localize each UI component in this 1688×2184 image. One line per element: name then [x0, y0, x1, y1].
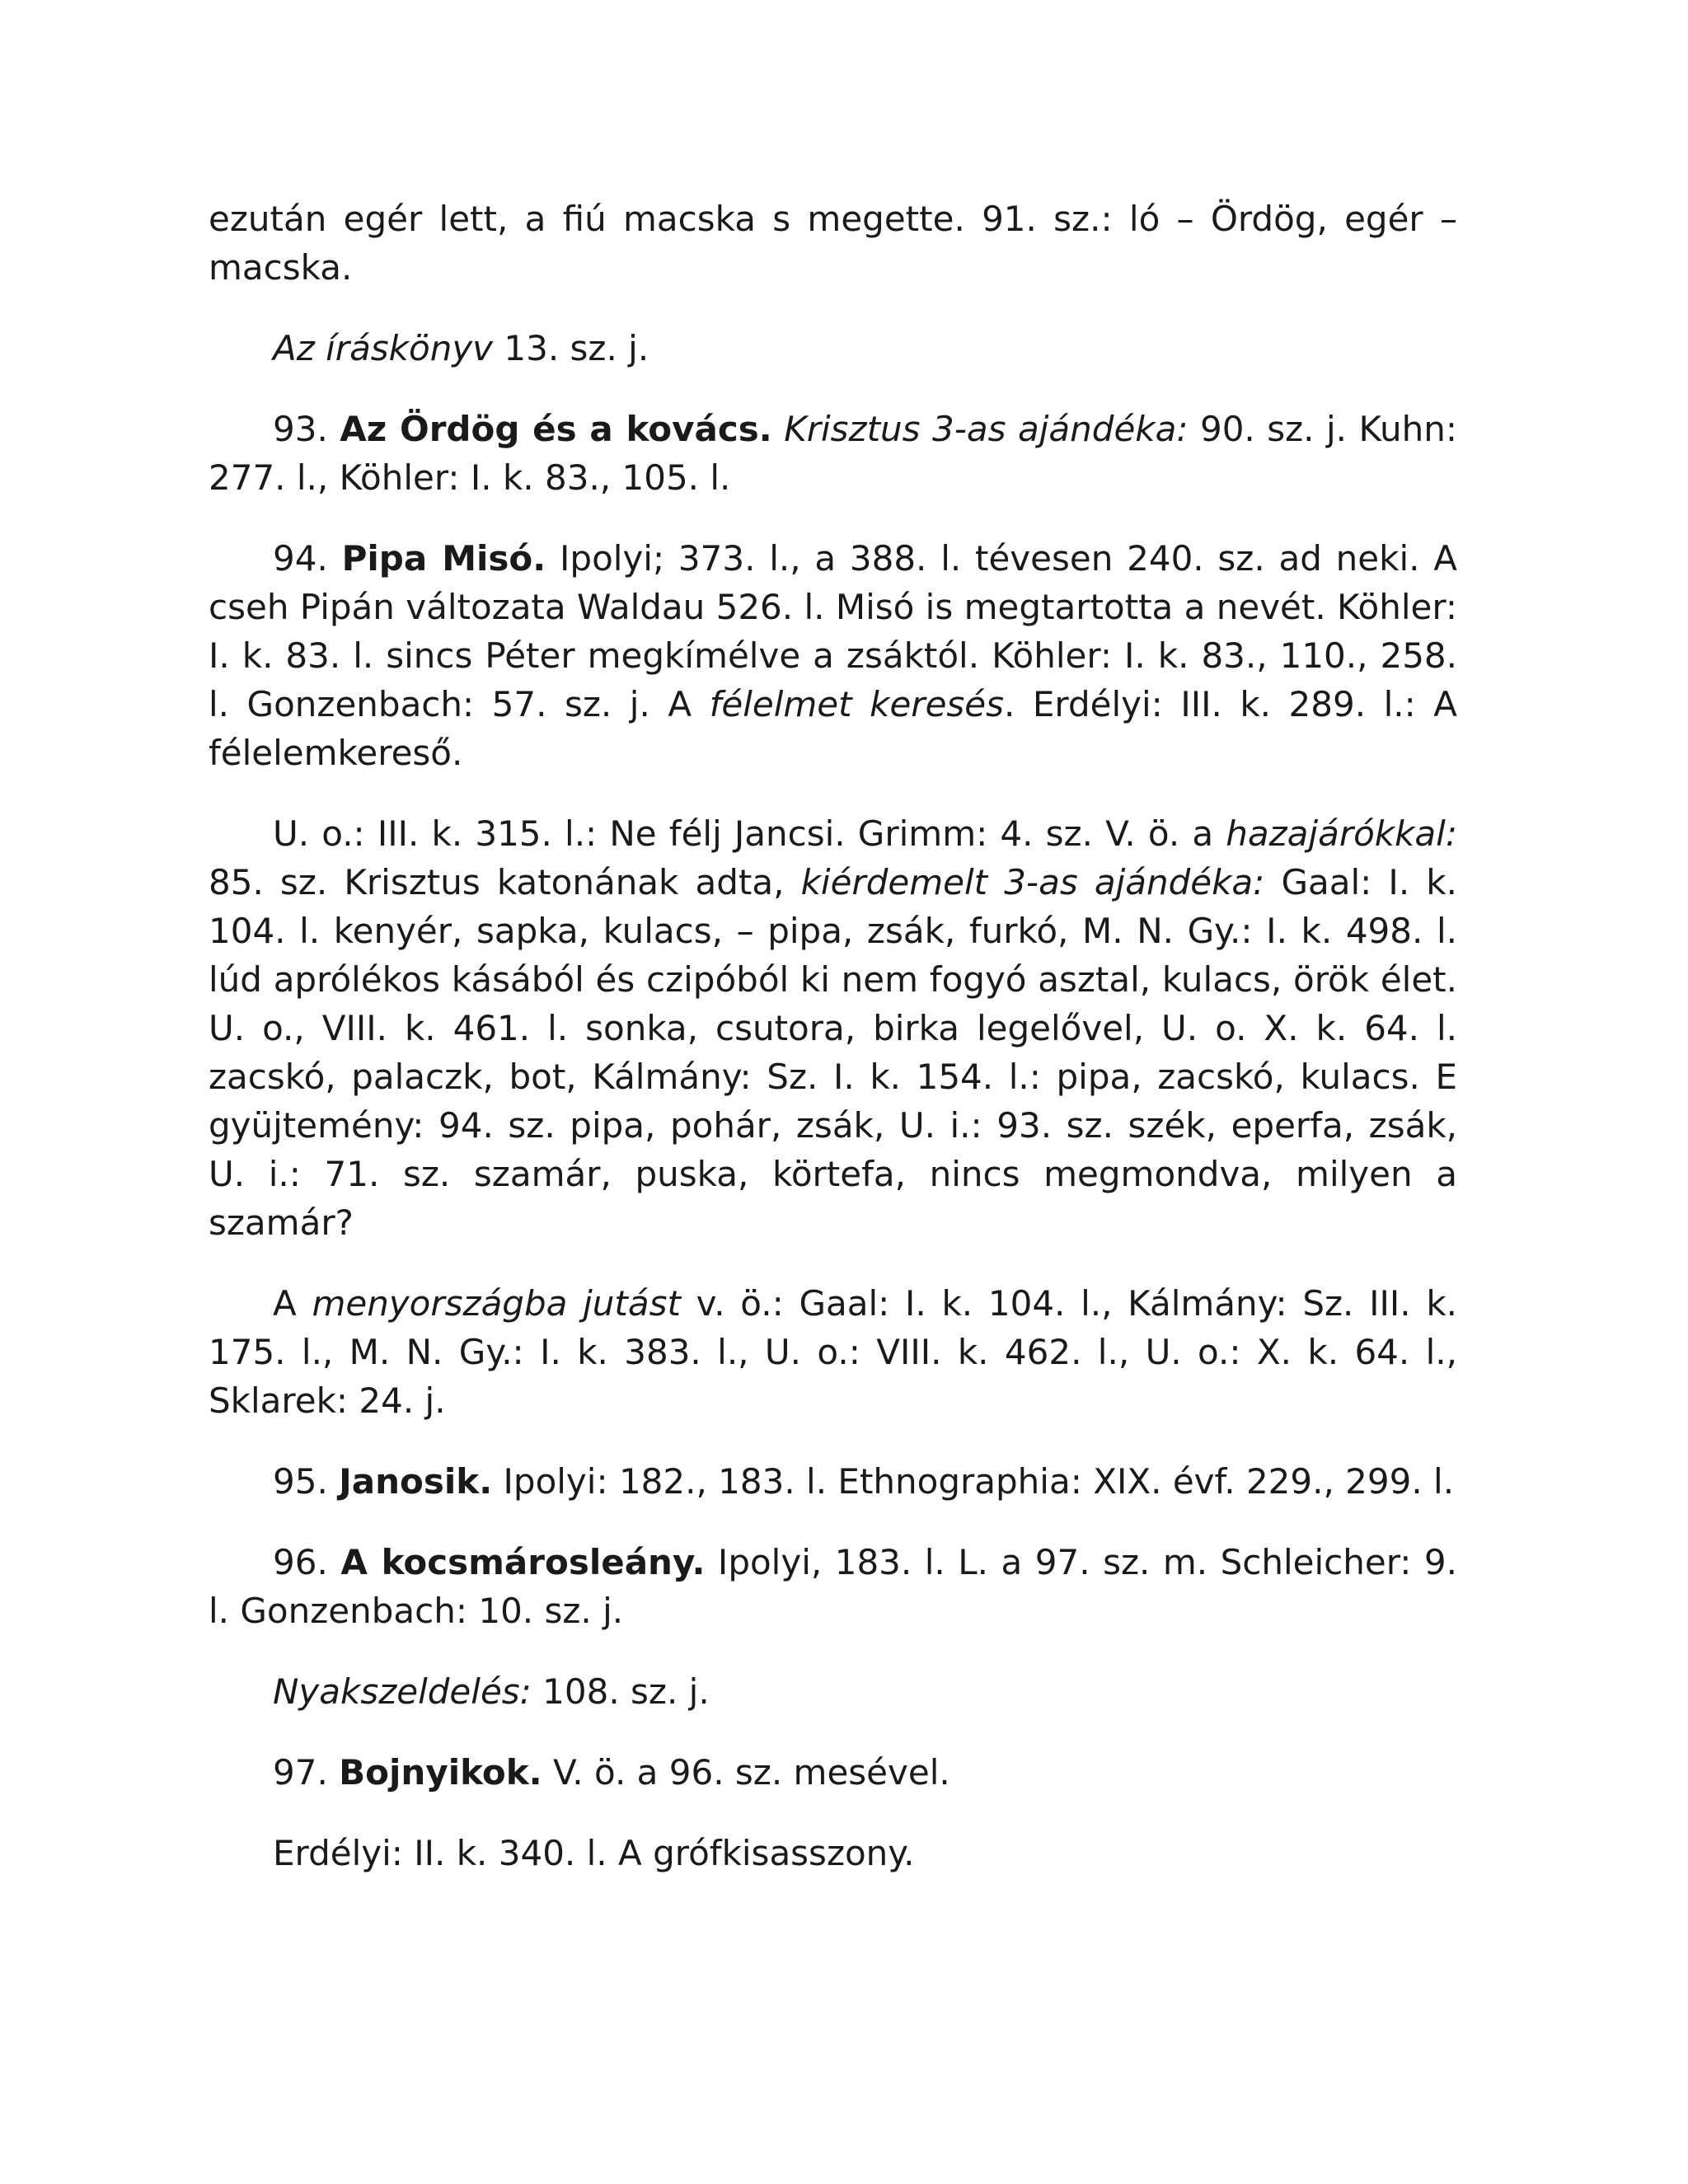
paragraph-entry-94 — [209, 534, 1457, 777]
text-span: . Erdélyi: III. k. 289. l.: A félelemkereső. — [209, 684, 1457, 773]
paragraph-entry-95 — [209, 1457, 1457, 1506]
text-span: Erdélyi: II. k. 340. l. A grófkisasszony. — [273, 1833, 915, 1873]
paragraph-nyakszeldeles — [209, 1667, 1457, 1716]
text-span: A — [273, 1283, 312, 1324]
paragraph-uo-grimm — [209, 809, 1457, 1247]
italic-term: hazajárókkal: — [1226, 813, 1457, 854]
italic-title: Az íráskönyv — [273, 328, 494, 368]
entry-title: Bojnyikok. — [339, 1752, 542, 1793]
entry-number: 93. — [273, 409, 340, 449]
paragraph-erdelyi — [209, 1829, 1457, 1877]
entry-number: 95. — [273, 1461, 340, 1502]
text-span: U. o.: III. k. 315. l.: Ne félj Jancsi. Grimm: 4. sz. V. ö. a — [273, 813, 1226, 854]
paragraph-entry-97 — [209, 1748, 1457, 1797]
text-span: Ipolyi; 373. l., a 388. l. tévesen 240. sz. ad neki. A cseh Pipán változata Waldau 526. l. Misó is megtartotta a nevét. Köhler: I. k. 83. l. sincs Péter megkímélve a zsáktól. Köhler: I. k. 83., 110., 258. l. Gonzenbach: 57. sz. j. A — [209, 538, 1458, 724]
paragraph-entry-96 — [209, 1538, 1457, 1635]
text-span: ezután egér lett, a fiú macska s megette. 91. sz.: ló – Ördög, egér – macska. — [209, 199, 1457, 288]
paragraph-menyorszag — [209, 1279, 1457, 1425]
text-span: Ipolyi: 182., 183. l. Ethnographia: XIX. évf. 229., 299. l. — [492, 1461, 1455, 1502]
text-span: v. ö.: Gaal: I. k. 104. l., Kálmány: Sz. III. k. 175. l., M. N. Gy.: I. k. 383. l., U. o.: VIII. k. 462. l., U. o.: X. k. 64. l., Sklarek: 24. j. — [209, 1283, 1457, 1421]
italic-term: kiérdemelt 3-as ajándéka: — [800, 862, 1265, 902]
paragraph-entry-93 — [209, 405, 1457, 502]
paragraph-continuation — [209, 194, 1457, 292]
italic-term: Nyakszeldelés: — [273, 1671, 532, 1712]
entry-number: 94. — [273, 538, 342, 579]
entry-number: 97. — [273, 1752, 340, 1793]
text-span: Gaal: I. k. 104. l. kenyér, sapka, kulacs, – pipa, zsák, furkó, M. N. Gy.: I. k. 498. l. lúd aprólékos kásából és czipóból ki nem fogyó asztal, kulacs, örök élet. U. o., VIII. k. 461. l. sonka, csutora, birka legelővel, U. o. X. k. 64. l. zacskó, palaczk, bot, Kálmány: Sz. I. k. 154. l.: pipa, zacskó, kulacs. E gyüjtemény: 94. sz. pipa, pohár, zsák, U. i.: 93. sz. szék, eperfa, zsák, U. i.: 71. sz. szamár, puska, körtefa, nincs megmondva, milyen a szamár? — [209, 862, 1457, 1243]
paragraph-iraskonyv-ref — [209, 324, 1457, 373]
italic-term: menyországba jutást — [312, 1283, 681, 1324]
italic-term: félelmet keresés — [709, 684, 1005, 724]
text-span: V. ö. a 96. sz. mesével. — [542, 1752, 950, 1793]
document-page — [209, 194, 1457, 1910]
entry-title: Az Ördög és a kovács. — [340, 409, 772, 449]
entry-title: A kocsmárosleány. — [340, 1542, 706, 1582]
entry-title: Janosik. — [339, 1461, 493, 1502]
italic-term: Krisztus 3-as ajándéka: — [784, 409, 1189, 449]
text-span: 13. sz. j. — [493, 328, 649, 368]
text-span: Ipolyi, 183. l. L. a 97. sz. m. Schleicher: 9. l. Gonzenbach: 10. sz. j. — [209, 1542, 1457, 1631]
entry-number: 96. — [273, 1542, 341, 1582]
text-span: 90. sz. j. Kuhn: 277. l., Köhler: I. k. 83., 105. l. — [209, 409, 1457, 498]
entry-title: Pipa Misó. — [341, 538, 546, 579]
text-span: 108. sz. j. — [531, 1671, 710, 1712]
text-span: 85. sz. Krisztus katonának adta, — [209, 862, 801, 902]
